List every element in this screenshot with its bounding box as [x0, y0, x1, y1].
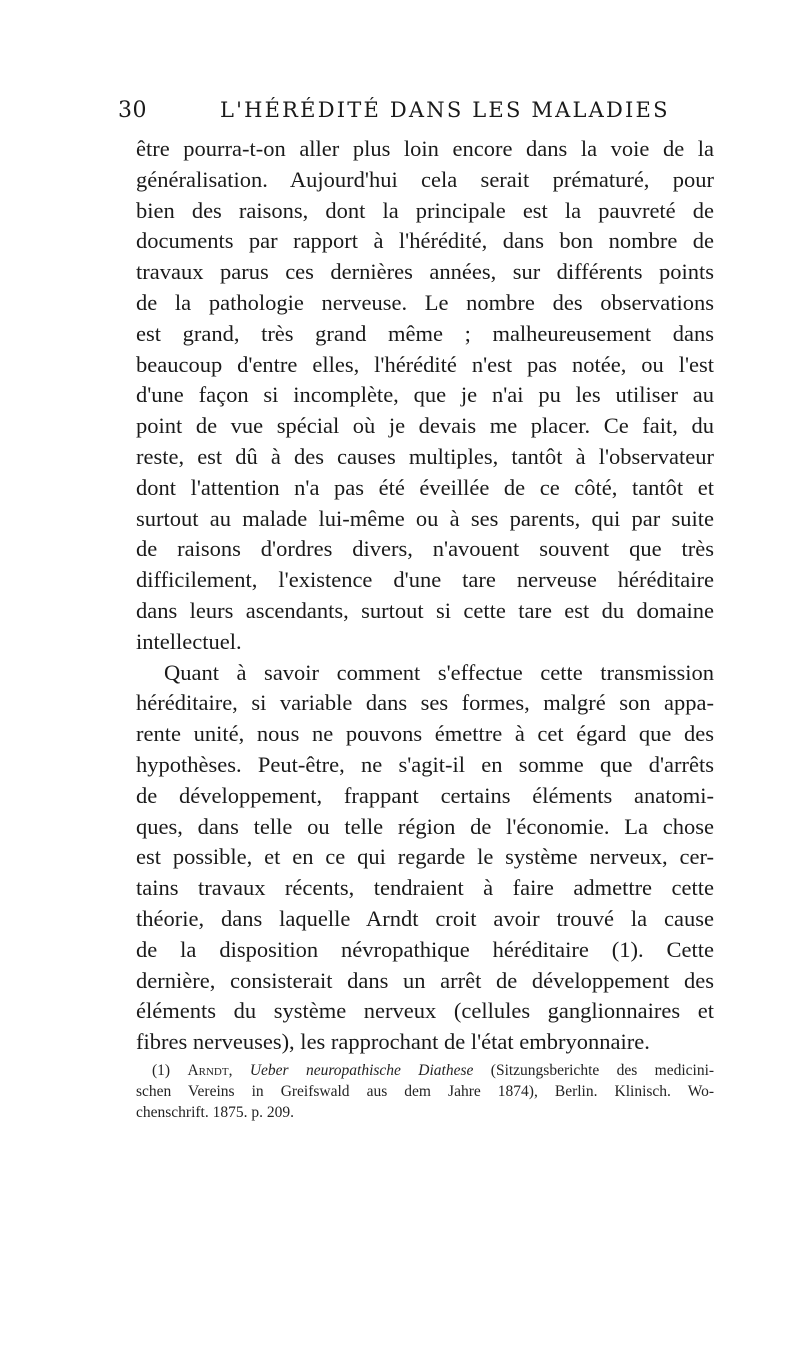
text-line: de la disposition névropathique héréditaire (1). Cette: [136, 936, 714, 962]
footnote-author: Arndt,: [187, 1062, 233, 1079]
text-line: hypothèses. Peut-être, ne s'agit-il en somme que d'arrêts: [136, 751, 714, 777]
text-line: travaux parus ces dernières années, sur différents points: [136, 259, 714, 285]
running-title: L'HÉRÉDITÉ DANS LES MALADIES: [220, 98, 670, 122]
text-line: de la pathologie nerveuse. Le nombre des observations: [136, 289, 714, 315]
footnote-line: chenschrift. 1875. p. 209.: [136, 1104, 294, 1121]
text-line: éléments du système nerveux (cellules ganglionnaires et: [136, 998, 714, 1024]
text-line: d'une façon si incomplète, que je n'ai pu les utiliser au: [136, 382, 714, 408]
text-line: dans leurs ascendants, surtout si cette tare est du domaine: [136, 597, 714, 623]
text-line: tains travaux récents, tendraient à faire admettre cette: [136, 875, 714, 901]
text-line: dernière, consisterait dans un arrêt de développement des: [136, 967, 714, 993]
text-line: intellectuel.: [136, 628, 242, 654]
page-number: 30: [118, 98, 147, 123]
running-header: [118, 92, 678, 132]
text-line: être pourra-t-on aller plus loin encore dans la voie de la: [136, 136, 714, 161]
text-line: généralisation. Aujourd'hui cela serait prématuré, pour: [136, 166, 714, 192]
text-line: de raisons d'ordres divers, n'avouent souvent que très: [136, 536, 714, 562]
text-line: de développement, frappant certains éléments anatomi-: [136, 782, 714, 808]
text-line: reste, est dû à des causes multiples, tantôt à l'observateur: [136, 443, 714, 469]
footnote-line: [136, 1060, 714, 1081]
footnote-rest: (Sitzungsberichte des medicini-: [490, 1062, 715, 1079]
text-line: beaucoup d'entre elles, l'hérédité n'est pas notée, ou l'est: [136, 351, 714, 377]
text-line: Quant à savoir comment s'effectue cette transmission: [164, 659, 714, 685]
text-line: ques, dans telle ou telle région de l'économie. La chose: [136, 813, 714, 839]
text-line: difficilement, l'existence d'une tare nerveuse héréditaire: [136, 567, 714, 593]
text-line: fibres nerveuses), les rapprochant de l'état embryonnaire.: [136, 1029, 650, 1055]
text-line: bien des raisons, dont la principale est la pauvreté de: [136, 197, 714, 223]
text-line: est possible, et en ce qui regarde le système nerveux, cer-: [136, 844, 714, 870]
text-line: est grand, très grand même ; malheureusement dans: [136, 320, 714, 346]
body-text: [136, 134, 714, 1058]
footnote-marker: (1): [152, 1062, 171, 1079]
text-line: théorie, dans laquelle Arndt croit avoir trouvé la cause: [136, 905, 714, 931]
text-line: dont l'attention n'a pas été éveillée de ce côté, tantôt et: [136, 474, 714, 500]
text-line: héréditaire, si variable dans ses formes, malgré son appa-: [136, 690, 714, 716]
footnote-line: schen Vereins in Greifswald aus dem Jahre 1874), Berlin. Klinisch. Wo-: [136, 1083, 714, 1100]
text-line: surtout au malade lui-même ou à ses parents, qui par suite: [136, 505, 714, 531]
text-line: documents par rapport à l'hérédité, dans bon nombre de: [136, 228, 714, 254]
text-line: rente unité, nous ne pouvons émettre à cet égard que des: [136, 721, 714, 747]
text-line: point de vue spécial où je devais me placer. Ce fait, du: [136, 413, 714, 439]
footnote: [136, 1060, 714, 1123]
footnote-title: Ueber neuropathische Diathese: [249, 1062, 474, 1079]
